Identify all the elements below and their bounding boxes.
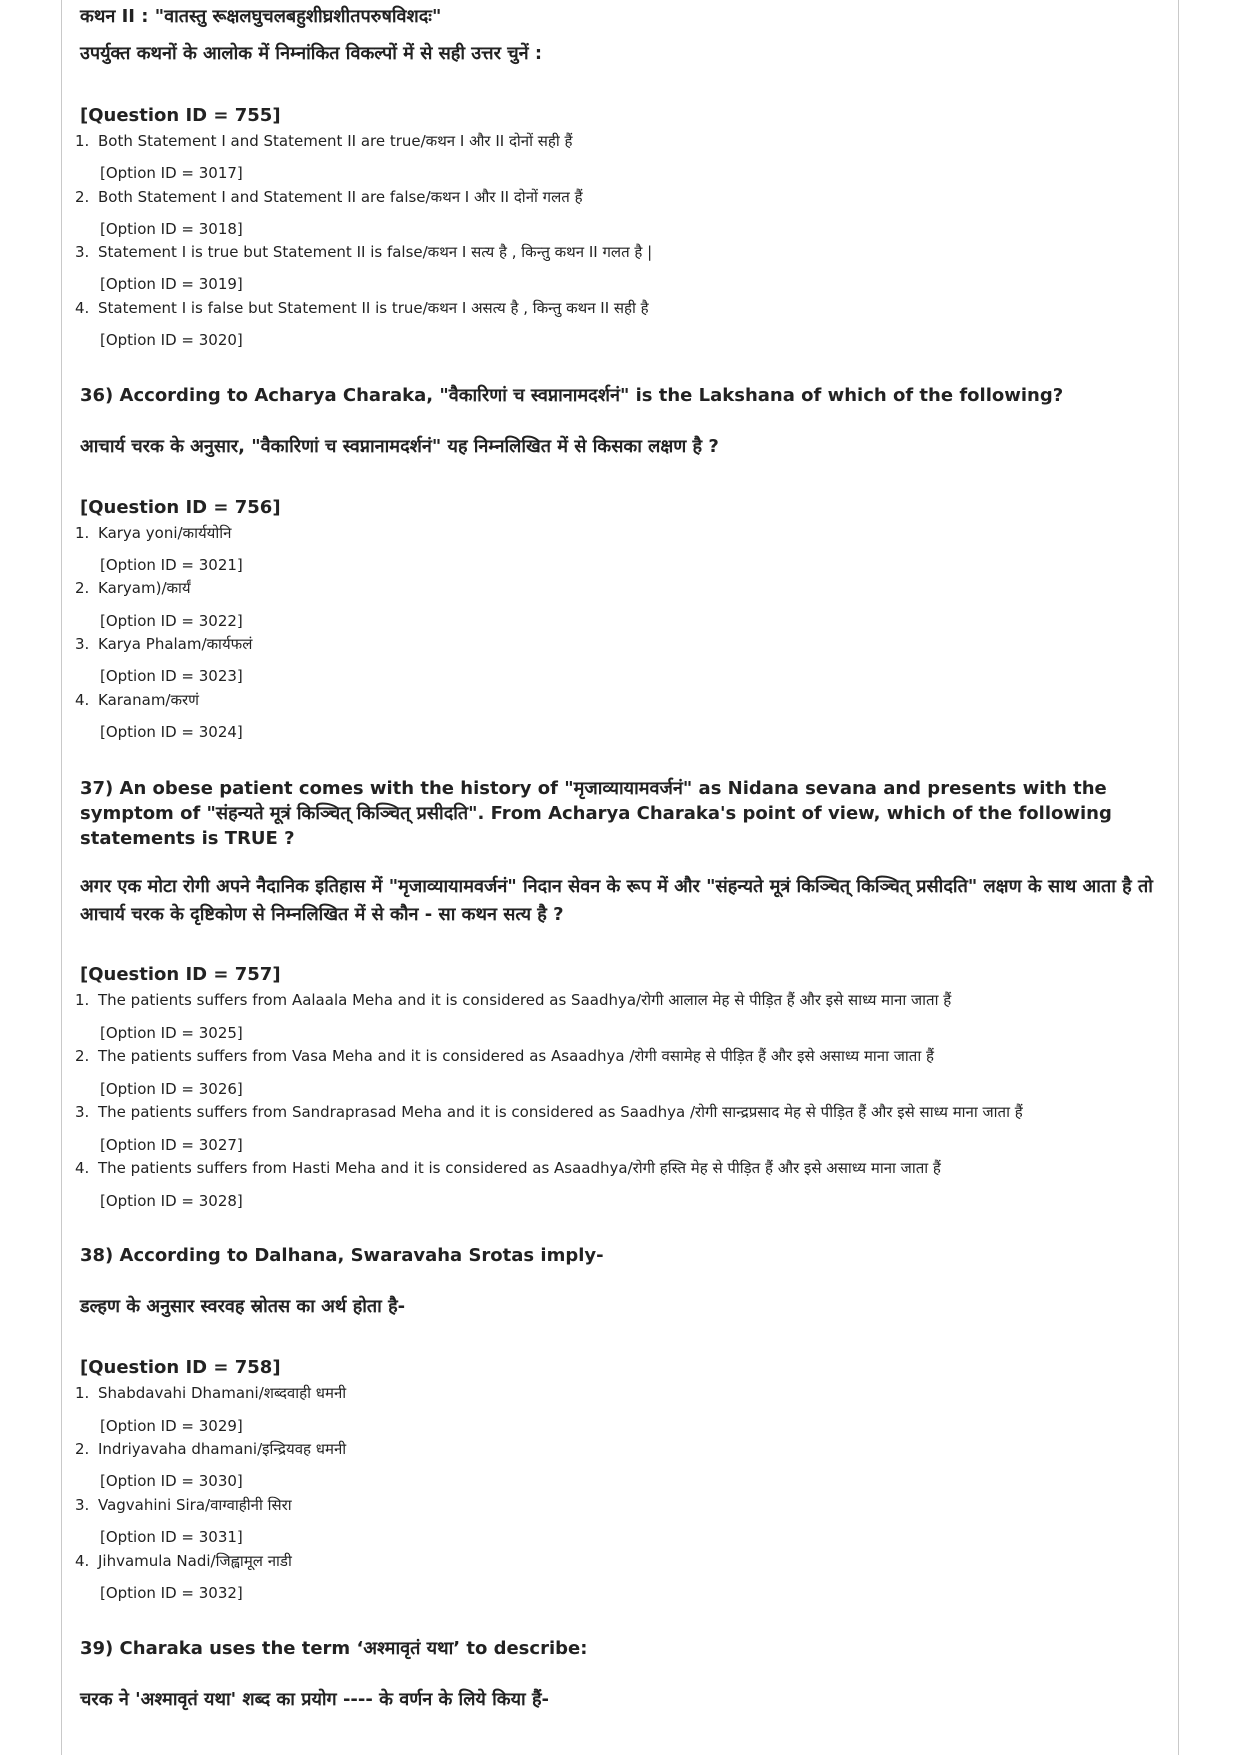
option-number: 3.	[75, 635, 90, 653]
option-number: 1.	[75, 991, 90, 1009]
option-text: Shabdavahi Dhamani/शब्दवाही धमनी	[98, 1384, 347, 1402]
option-text: Both Statement I and Statement II are true/कथन I और II दोनों सही हैं	[98, 132, 573, 150]
option-id: [Option ID = 3019]	[100, 275, 243, 293]
page-right-border	[1178, 0, 1179, 1755]
option-text: Statement I is true but Statement II is false/कथन I सत्य है , किन्तु कथन II गलत है |	[98, 243, 653, 261]
option-item	[75, 242, 652, 262]
question-id: [Question ID = 758]	[80, 1357, 281, 1378]
option-item	[75, 1495, 292, 1515]
option-number: 4.	[75, 1552, 90, 1570]
question-title: 36) According to Acharya Charaka, "वैकारिणां च स्वप्नानामदर्शनं" is the Lakshana of which of the following?	[80, 385, 1064, 406]
option-number: 1.	[75, 524, 90, 542]
option-text: Both Statement I and Statement II are false/कथन I और II दोनों गलत हैं	[98, 188, 583, 206]
option-id: [Option ID = 3029]	[100, 1417, 243, 1435]
option-text: Jihvamula Nadi/जिह्वामूल नाडी	[98, 1552, 292, 1570]
option-item	[75, 1383, 346, 1403]
option-id: [Option ID = 3032]	[100, 1584, 243, 1602]
option-number: 2.	[75, 188, 90, 206]
option-id: [Option ID = 3021]	[100, 556, 243, 574]
option-text: The patients suffers from Aalaala Meha and it is considered as Saadhya/रोगी आलाल मेह से पीड़ित हैं और इसे साध्य माना जाता हैं	[98, 991, 952, 1009]
instruction-text: उपर्युक्त कथनों के आलोक में निम्नांकित विकल्पों में से सही उत्तर चुनें :	[80, 43, 543, 64]
option-item	[75, 131, 573, 151]
option-item	[75, 990, 951, 1010]
option-text: Karyam)/कार्यं	[98, 579, 191, 597]
question-id: [Question ID = 756]	[80, 497, 281, 518]
option-id: [Option ID = 3023]	[100, 667, 243, 685]
question-title: 37) An obese patient comes with the history of "मृजाव्यायामवर्जनं" as Nidana sevana and presents with the symptom of "संहन्यते मूत्रं किञ्चित् किञ्चित् प्रसीदति". From Acharya Charaka's point of view, which of the following statements is TRUE ?	[80, 778, 1112, 849]
option-item	[75, 298, 649, 318]
option-item	[75, 187, 583, 207]
option-text: The patients suffers from Sandraprasad Meha and it is considered as Saadhya /रोगी सान्द्रप्रसाद मेह से पीड़ित हैं और इसे साध्य माना जाता हैं	[98, 1103, 1023, 1121]
option-text: Indriyavaha dhamani/इन्द्रियवह धमनी	[98, 1440, 347, 1458]
option-number: 4.	[75, 1159, 90, 1177]
option-number: 1.	[75, 1384, 90, 1402]
page-left-border	[61, 0, 62, 1755]
option-text: The patients suffers from Hasti Meha and it is considered as Asaadhya/रोगी हस्ति मेह से पीड़ित हैं और इसे असाध्य माना जाता हैं	[98, 1159, 941, 1177]
option-number: 3.	[75, 243, 90, 261]
option-item	[75, 1046, 934, 1066]
option-id: [Option ID = 3025]	[100, 1024, 243, 1042]
option-id: [Option ID = 3017]	[100, 164, 243, 182]
option-number: 3.	[75, 1496, 90, 1514]
option-id: [Option ID = 3026]	[100, 1080, 243, 1098]
question-id: [Question ID = 755]	[80, 105, 281, 126]
option-item	[75, 634, 252, 654]
option-item	[75, 1102, 1023, 1122]
question-id: [Question ID = 757]	[80, 964, 281, 985]
option-text: The patients suffers from Vasa Meha and it is considered as Asaadhya /रोगी वसामेह से पीड़ित हैं और इसे असाध्य माना जाता हैं	[98, 1047, 934, 1065]
option-id: [Option ID = 3027]	[100, 1136, 243, 1154]
option-number: 4.	[75, 691, 90, 709]
option-id: [Option ID = 3031]	[100, 1528, 243, 1546]
option-text: Karya yoni/कार्ययोनि	[98, 524, 232, 542]
question-hindi: अगर एक मोटा रोगी अपने नैदानिक इतिहास में "मृजाव्यायामवर्जनं" निदान सेवन के रूप में और "संहन्यते मूत्रं किञ्चित् किञ्चित् प्रसीदति" लक्षण के साथ आता है तो आचार्य चरक के दृष्टिकोण से निम्नलिखित में से कौन - सा कथन सत्य है ?	[80, 876, 1153, 925]
option-number: 3.	[75, 1103, 90, 1121]
question-hindi: आचार्य चरक के अनुसार, "वैकारिणां च स्वप्नानामदर्शनं" यह निम्नलिखित में से किसका लक्षण है ?	[80, 436, 719, 457]
question-title: 39) Charaka uses the term ‘अश्मावृतं यथा’ to describe:	[80, 1638, 588, 1659]
option-number: 1.	[75, 132, 90, 150]
option-number: 2.	[75, 1047, 90, 1065]
option-item	[75, 1439, 346, 1459]
option-id: [Option ID = 3018]	[100, 220, 243, 238]
option-id: [Option ID = 3030]	[100, 1472, 243, 1490]
option-item	[75, 1158, 941, 1178]
option-number: 2.	[75, 579, 90, 597]
question-hindi: डल्हण के अनुसार स्वरवह स्रोतस का अर्थ होता है-	[80, 1296, 406, 1317]
statement-2-text: कथन II : "वातस्तु रूक्षलघुचलबहुशीघ्रशीतपरुषविशदः"	[80, 6, 442, 27]
option-id: [Option ID = 3024]	[100, 723, 243, 741]
option-text: Karanam/करणं	[98, 691, 199, 709]
option-text: Karya Phalam/कार्यफलं	[98, 635, 253, 653]
option-item	[75, 578, 191, 598]
question-hindi: चरक ने 'अश्मावृतं यथा' शब्द का प्रयोग ---- के वर्णन के लिये किया हैं-	[80, 1689, 550, 1710]
option-number: 2.	[75, 1440, 90, 1458]
option-id: [Option ID = 3020]	[100, 331, 243, 349]
option-text: Statement I is false but Statement II is true/कथन I असत्य है , किन्तु कथन II सही है	[98, 299, 649, 317]
option-number: 4.	[75, 299, 90, 317]
option-item	[75, 1551, 292, 1571]
option-item	[75, 523, 231, 543]
option-id: [Option ID = 3028]	[100, 1192, 243, 1210]
option-id: [Option ID = 3022]	[100, 612, 243, 630]
option-text: Vagvahini Sira/वाग्वाहीनी सिरा	[98, 1496, 292, 1514]
question-title: 38) According to Dalhana, Swaravaha Srotas imply-	[80, 1245, 604, 1266]
option-item	[75, 690, 199, 710]
